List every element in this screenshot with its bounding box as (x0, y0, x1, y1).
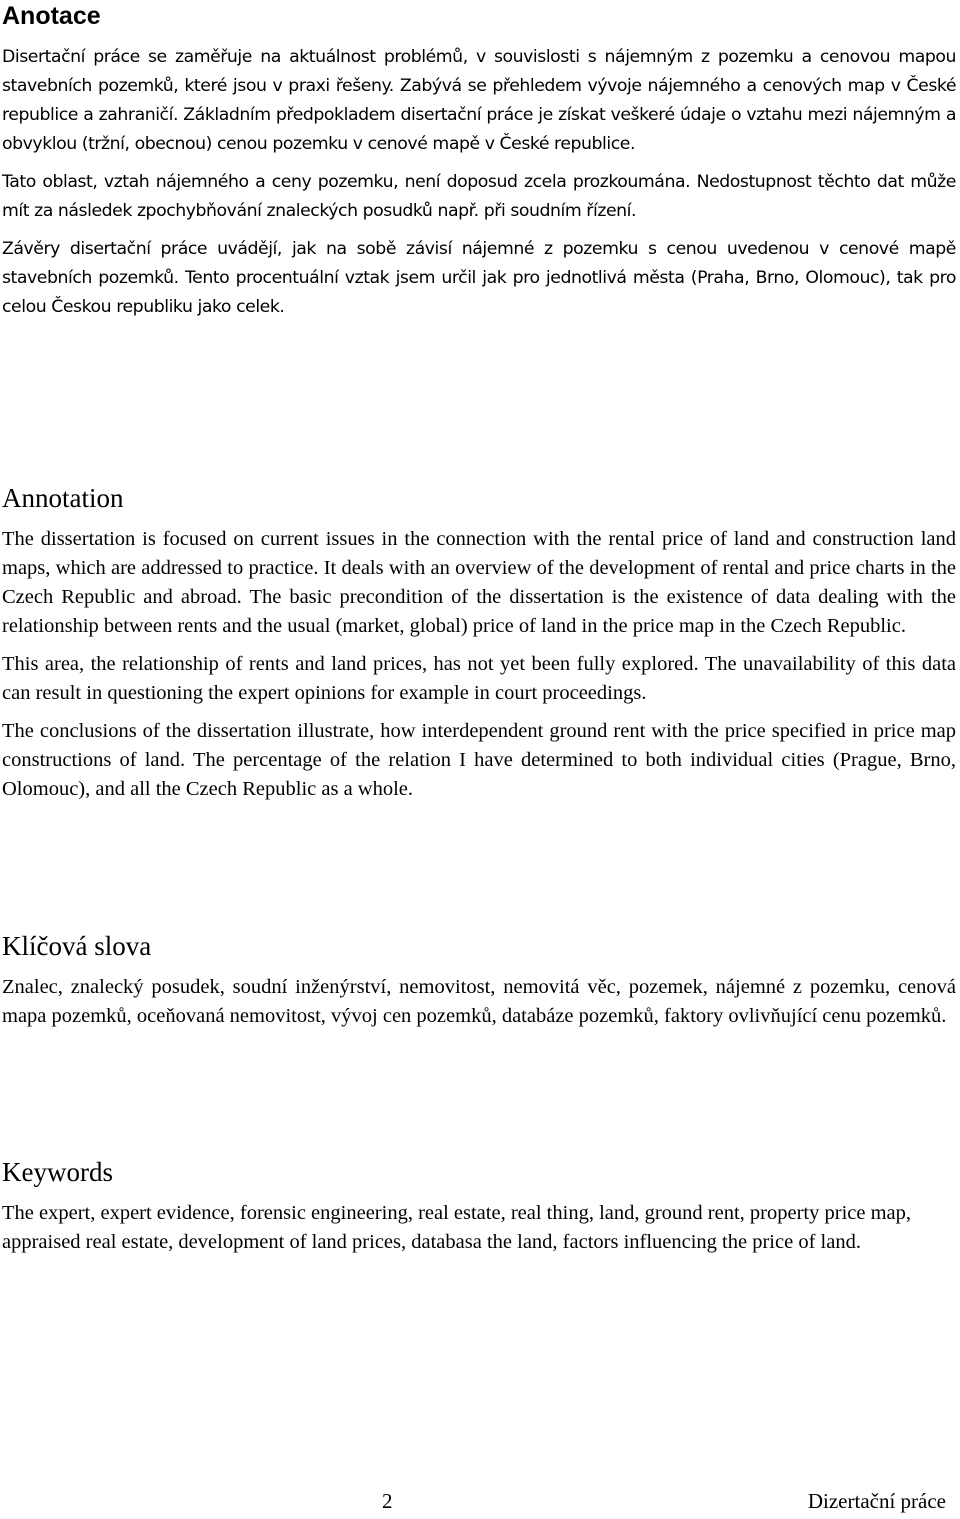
anotace-paragraph-1: Disertační práce se zaměřuje na aktuálnost problémů, v souvislosti s nájemným z pozemku a cenovou mapou stavebních pozemků, které jsou v praxi řešeny. Zabývá se přehledem vývoje nájemného a cenových map v České republice a zahraničí. Základním předpokladem disertační práce je získat veškeré údaje o vztahu mezi nájemným a obvyklou (tržní, obecnou) cenou pozemku v cenové mapě v České republice. (2, 47, 956, 154)
annotation-paragraph-2: This area, the relationship of rents and land prices, has not yet been fully explored. The unavailability of this data can result in questioning the expert opinions for example in court proceedings. (2, 653, 956, 704)
keywords-section (2, 1156, 956, 1266)
annotation-heading: Annotation (2, 483, 124, 513)
anotace-section (2, 0, 956, 331)
keywords-heading: Keywords (2, 1157, 113, 1187)
anotace-heading: Anotace (2, 2, 101, 30)
annotation-section (2, 482, 956, 813)
anotace-paragraph-2: Tato oblast, vztah nájemného a ceny pozemku, není doposud zcela prozkoumána. Nedostupnost těchto dat může mít za následek zpochybňování znaleckých posudků např. při soudním řízení. (2, 172, 956, 221)
annotation-paragraph-3: The conclusions of the dissertation illustrate, how interdependent ground rent with the price specified in price map constructions of land. The percentage of the relation I have determined to both individual cities (Prague, Brno, Olomouc), and all the Czech Republic as a whole. (2, 720, 956, 800)
keywords-text: The expert, expert evidence, forensic engineering, real estate, real thing, land, ground rent, property price map, appraised real estate, development of land prices, databasa the land, factors influencing the price of land. (2, 1202, 912, 1253)
page-number: 2 (382, 1489, 393, 1513)
annotation-paragraph-1: The dissertation is focused on current issues in the connection with the rental price of land and construction land maps, which are addressed to practice. It deals with an overview of the development of rental and price charts in the Czech Republic and abroad. The basic precondition of the dissertation is the existence of data dealing with the relationship between rents and the usual (market, global) price of land in the price map in the Czech Republic. (2, 528, 956, 637)
footer-document-type: Dizertační práce (807, 1489, 946, 1513)
klicova-slova-text: Znalec, znalecký posudek, soudní inženýrství, nemovitost, nemovitá věc, pozemek, nájemné z pozemku, cenová mapa pozemků, oceňovaná nemovitost, vývoj cen pozemků, databáze pozemků, faktory ovlivňující cenu pozemků. (2, 976, 956, 1027)
klicova-slova-section (2, 930, 956, 1040)
anotace-paragraph-3: Závěry disertační práce uvádějí, jak na sobě závisí nájemné z pozemku s cenou uvedenou v cenové mapě stavebních pozemků. Tento procentuální vztak jsem určil jak pro jednotlivá města (Praha, Brno, Olomouc), tak pro celou Českou republiku jako celek. (2, 239, 956, 317)
klicova-slova-heading: Klíčová slova (2, 931, 152, 961)
